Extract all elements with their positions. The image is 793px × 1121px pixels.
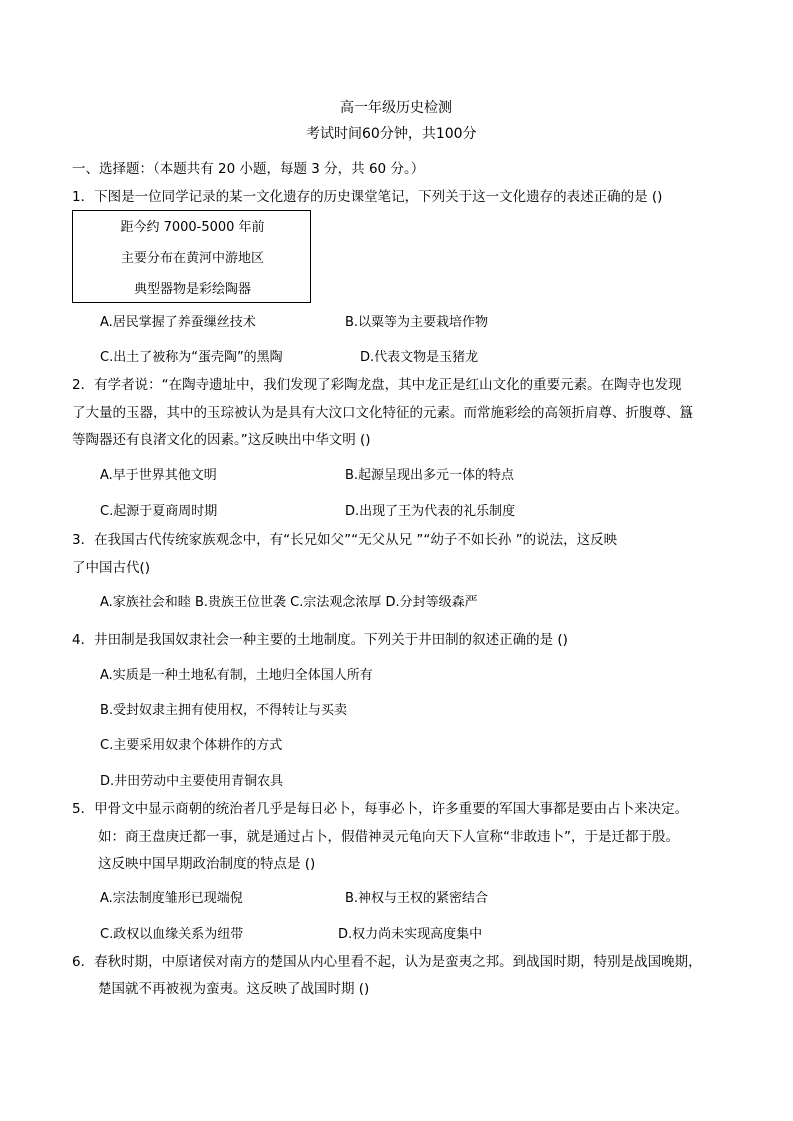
exam-subtitle: 考试时间60分钟，共100分 [306, 126, 477, 142]
option-b[interactable]: B.受封奴隶主拥有使用权，不得转让与买卖 [100, 703, 348, 718]
option-a[interactable]: A.宗法制度雏形已现端倪 [100, 891, 243, 906]
notes-line: 典型器物是彩绘陶器 [133, 282, 251, 297]
question-text: 如：商王盘庚迁都一事，就是通过占卜，假借神灵元龟向天下人宣称“非敢违卜”，于是迁都于殷。 [98, 829, 679, 845]
question-5-stem [72, 797, 688, 817]
option-c[interactable]: C.主要采用奴隶个体耕作的方式 [100, 738, 283, 753]
question-text: 有学者说：“在陶寺遗址中，我们发现了彩陶龙盘，其中龙正是红山文化的重要元素。在陶寺也发现 [94, 377, 682, 393]
question-text: 春秋时期，中原诸侯对南方的楚国从内心里看不起，认为是蛮夷之邦。到战国时期，特别是战国晚期， [94, 954, 702, 970]
notes-line: 主要分布在黄河中游地区 [120, 251, 264, 266]
options-row [100, 591, 478, 610]
question-number: 4． [72, 632, 95, 648]
question-6-stem [72, 950, 702, 970]
question-text: 这反映中国早期政治制度的特点是 () [98, 856, 316, 872]
option-d[interactable]: D.分封等级森严 [385, 595, 478, 610]
question-3-stem [72, 528, 617, 548]
option-b[interactable]: B.以粟等为主要栽培作物 [345, 315, 489, 330]
option-b[interactable]: B.贵族王位世袭 [194, 595, 287, 610]
option-c[interactable]: C.起源于夏商周时期 [100, 504, 218, 519]
option-b[interactable]: B.起源呈现出多元一体的特点 [345, 468, 515, 483]
option-a[interactable]: A.实质是一种土地私有制，土地归全体国人所有 [100, 668, 373, 683]
notes-box [72, 210, 311, 303]
option-d[interactable]: D.出现了王为代表的礼乐制度 [345, 504, 516, 519]
option-b[interactable]: B.神权与王权的紧密结合 [345, 891, 489, 906]
question-text: 在我国古代传统家族观念中，有“长兄如父”“无父从兄 ”“幼子不如长孙 ”的说法，这反映 [94, 532, 618, 548]
question-text: 了大量的玉器，其中的玉琮被认为是具有大汶口文化特征的元素。而常施彩绘的高领折肩尊、折腹尊、簋 [72, 405, 693, 421]
option-d[interactable]: D.代表文物是玉猪龙 [360, 350, 479, 365]
section-heading: 一、选择题：（本题共有 20 小题，每题 3 分，共 60 分。） [72, 161, 425, 177]
question-4-stem [72, 628, 568, 648]
question-number: 3． [72, 532, 95, 548]
option-c[interactable]: C.政权以血缘关系为纽带 [100, 927, 244, 942]
question-2-stem [72, 373, 682, 393]
notes-line: 距今约 7000-5000 年前 [120, 220, 265, 235]
option-d[interactable]: D.井田劳动中主要使用青铜农具 [100, 774, 284, 789]
option-c[interactable]: C.宗法观念浓厚 [290, 595, 382, 610]
option-a[interactable]: A.早于世界其他文明 [100, 468, 217, 483]
question-number: 1． [72, 189, 95, 205]
option-c[interactable]: C.出土了被称为“蛋壳陶”的黑陶 [100, 350, 283, 365]
question-text: 楚国就不再被视为蛮夷。这反映了战国时期 () [98, 981, 370, 997]
question-number: 2． [72, 377, 95, 393]
option-d[interactable]: D.权力尚未实现高度集中 [338, 927, 483, 942]
question-number: 6． [72, 954, 95, 970]
question-text: 甲骨文中显示商朝的统治者几乎是每日必卜，每事必卜，许多重要的军国大事都是要由占卜来决定。 [94, 801, 689, 817]
exam-title: 高一年级历史检测 [340, 100, 452, 116]
question-1-stem [72, 185, 662, 205]
question-text: 了中国古代() [72, 560, 151, 576]
question-text: 下图是一位同学记录的某一文化遗存的历史课堂笔记，下列关于这一文化遗存的表述正确的是 () [94, 189, 663, 205]
question-text: 井田制是我国奴隶社会一种主要的土地制度。下列关于井田制的叙述正确的是 () [94, 632, 568, 648]
option-a[interactable]: A.家族社会和睦 [100, 595, 191, 610]
question-text: 等陶器还有良渚文化的因素。”这反映出中华文明 () [72, 432, 371, 448]
option-a[interactable]: A.居民掌握了养蚕缫丝技术 [100, 315, 256, 330]
question-number: 5． [72, 801, 95, 817]
